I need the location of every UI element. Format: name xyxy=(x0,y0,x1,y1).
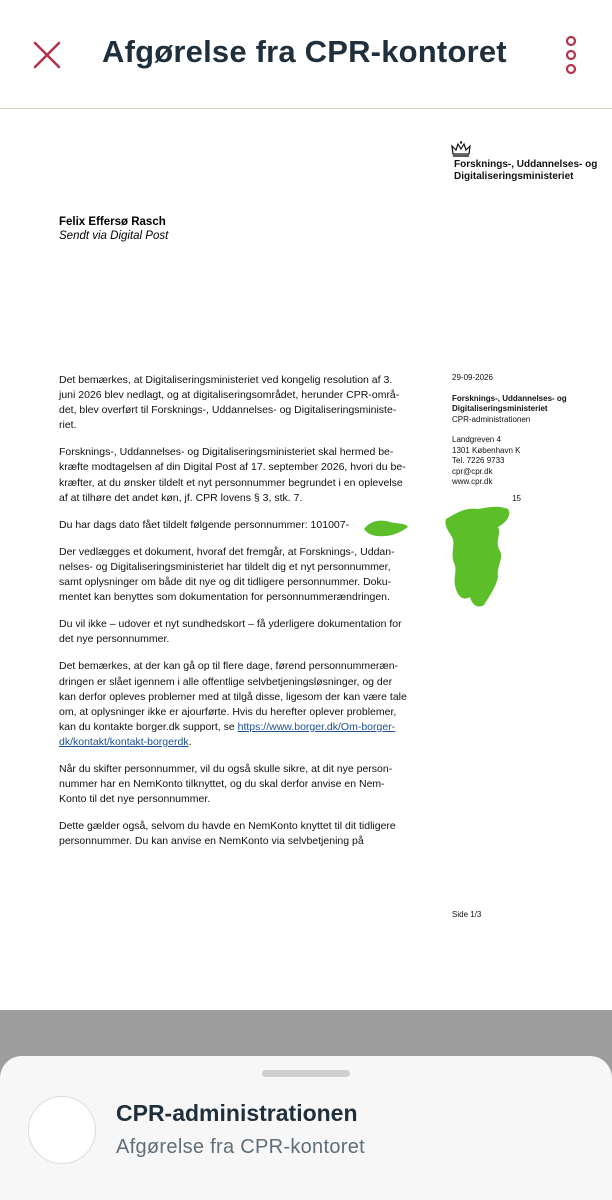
sender-city: 1301 København K xyxy=(452,445,521,455)
paragraph: Når du skifter personnummer, vil du også skulle sikre, at dit nye person- nummer har en NemKonto tilknyttet, og du skal derfor anvise en Nem- Konto til det nye personnummer. xyxy=(59,762,393,806)
paragraph: Dette gælder også, selvom du havde en NemKonto knyttet til dit tidligere personnummer. Du kan anvise en NemKonto via selvbetjening på xyxy=(59,820,396,848)
letter-date: 29-09-2026 xyxy=(452,373,493,382)
drag-handle[interactable] xyxy=(262,1070,350,1077)
borger-dk-link[interactable]: https://www.borger.dk/Om-borger- dk/kontakt/kontakt-borgerdk xyxy=(59,720,396,748)
recipient-via: Sendt via Digital Post xyxy=(59,230,169,242)
cpr-number-paragraph: Du har dags dato fået tildelt følgende personnummer: 101007- xyxy=(59,518,350,531)
avatar xyxy=(28,1096,96,1164)
paragraph: Forsknings-, Uddannelses- og Digitaliseringsministeriet skal hermed be- kræfte modtagelsen af din Digital Post af 17. september 2026, hvori du be- kræfter, at du ønsker tildelt et nyt personnummer begrundet i en oplevelse af at tilhøre det andet køn, jf. CPR lovens § 3, stk. 7. xyxy=(59,446,406,504)
recipient-block xyxy=(59,215,168,243)
ministry-name: Forsknings-, Uddannelses- og Digitaliseringsministeriet xyxy=(454,159,598,182)
sender-unit: CPR-administrationen xyxy=(452,414,531,424)
sender-street: Landgreven 4 xyxy=(452,435,501,444)
page-number: Side 1/3 xyxy=(452,910,482,919)
redaction-mark xyxy=(362,517,410,539)
paragraph-text: Det bemærkes, at der kan gå op til flere dage, førend personnummeræn- dringen er slået igennem i alle offentlige selvbetjeningsløsninger, og der kan derfor opleves problemer med at tilgå disse, ligesom der kan være tale om, at oplysninger ikke er ajourførte. Hvis du herefter oplever problemer, kan du kontakte borger.dk support, se xyxy=(59,660,407,733)
more-options-button[interactable] xyxy=(556,35,586,77)
sender-reference-partial: 15 xyxy=(512,493,521,503)
recipient-name: Felix Effersø Rasch xyxy=(59,216,166,228)
sender-info xyxy=(452,373,602,504)
document-page[interactable] xyxy=(0,109,612,1010)
sender-name: CPR-administrationen xyxy=(116,1100,358,1126)
paragraph-text: . xyxy=(188,735,192,748)
close-button[interactable] xyxy=(28,36,66,74)
more-vertical-icon xyxy=(556,35,586,77)
page-title: Afgørelse fra CPR-kontoret xyxy=(102,34,507,69)
letter-body xyxy=(59,373,431,861)
crown-icon xyxy=(450,141,472,157)
ministry-logo xyxy=(450,147,600,187)
paragraph: Der vedlægges et dokument, hvoraf det fremgår, at Forsknings-, Uddan- nelses- og Digitaliseringsministeriet har tildelt dig et nyt personnummer, samt oplysninger om både dit nye og dit tidligere personnummer. Doku- mentet kan benyttes som dokumentation for personnummerændringen. xyxy=(59,545,395,604)
paragraph-with-link xyxy=(59,659,431,750)
message-subject: Afgørelse fra CPR-kontoret xyxy=(116,1136,365,1158)
redaction-mark xyxy=(442,505,514,611)
message-sheet[interactable] xyxy=(0,1056,612,1200)
sender-org: Forsknings-, Uddannelses- og Digitaliseringsministeriet xyxy=(452,393,567,413)
paragraph: Du vil ikke – udover et nyt sundhedskort – få yderligere dokumentation for det nye personnummer. xyxy=(59,618,402,646)
sender-phone: Tel. 7226 9733 xyxy=(452,456,505,465)
sender-email: cpr@cpr.dk xyxy=(452,466,493,476)
sender-web: www.cpr.dk xyxy=(452,477,493,486)
paragraph: Det bemærkes, at Digitaliseringsministeriet ved kongelig resolution af 3. juni 2026 blev nedlagt, og at digitaliseringsområdet, herunder CPR-områ- det, blev overført til Forsknings-, Uddannelses- og Digitaliseringsministe- riet. xyxy=(59,374,400,432)
close-icon xyxy=(28,36,66,74)
app-bar xyxy=(0,0,612,109)
